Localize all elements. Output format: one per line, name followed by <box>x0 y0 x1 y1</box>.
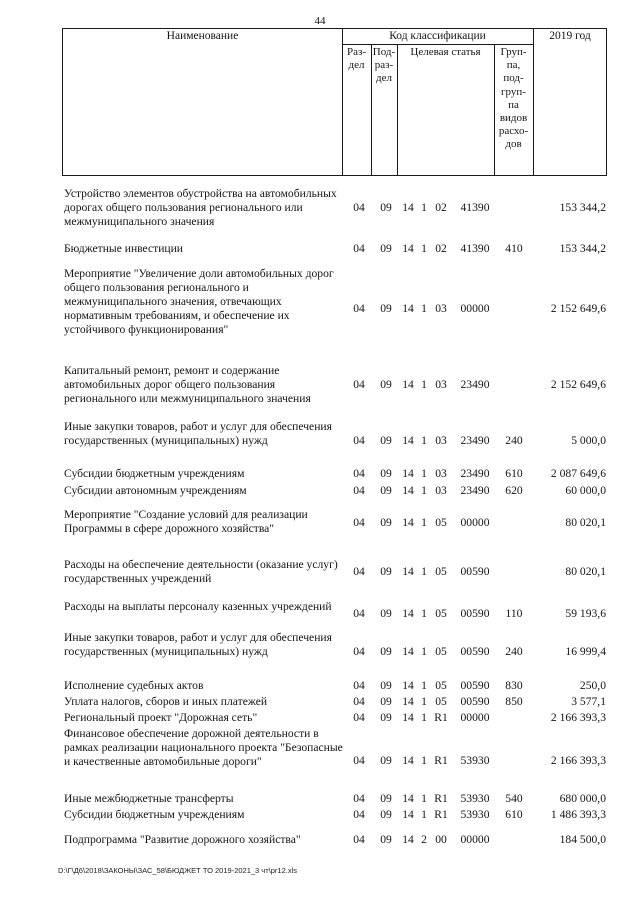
row-sum: 1 486 393,3 <box>550 808 606 821</box>
row-name: Капитальный ремонт, ремонт и содержание автомобильных дорог общего пользования регионального или межмуниципального значения <box>64 364 311 405</box>
row-subprogram: 1 <box>421 695 427 708</box>
row-program: 14 <box>402 711 414 724</box>
row-razdel: 04 <box>353 711 365 724</box>
header-gruppa: Груп- па, под- груп- па видов расхо- дов <box>498 46 529 151</box>
row-name: Устройство элементов обустройства на автомобильных дорогах общего пользования регионального или межмуниципального значения <box>64 187 337 228</box>
row-podrazdel: 09 <box>380 833 392 846</box>
row-vr: 540 <box>505 792 523 805</box>
row-sum: 2 087 649,6 <box>550 467 606 480</box>
row-name: Подпрограмма "Развитие дорожного хозяйства" <box>64 833 301 846</box>
row-podrazdel: 09 <box>380 607 392 620</box>
row-program: 14 <box>402 302 414 315</box>
row-razdel: 04 <box>353 201 365 214</box>
header-celevaya-statya: Целевая статья <box>410 46 481 58</box>
row-sum: 3 577,1 <box>571 695 606 708</box>
row-sum: 184 500,0 <box>559 833 606 846</box>
row-program: 14 <box>402 695 414 708</box>
row-program: 14 <box>402 201 414 214</box>
row-subprogram: 1 <box>421 484 427 497</box>
row-razdel: 04 <box>353 378 365 391</box>
row-subprogram: 1 <box>421 808 427 821</box>
row-sum: 680 000,0 <box>559 792 606 805</box>
row-program: 14 <box>402 565 414 578</box>
row-event: 05 <box>435 679 447 692</box>
row-program: 14 <box>402 378 414 391</box>
page-number: 44 <box>314 15 326 27</box>
row-event: 05 <box>435 645 447 658</box>
row-razdel: 04 <box>353 607 365 620</box>
row-podrazdel: 09 <box>380 695 392 708</box>
row-subprogram: 1 <box>421 645 427 658</box>
row-direction: 00590 <box>460 645 490 658</box>
row-subprogram: 1 <box>421 565 427 578</box>
row-name: Субсидии бюджетным учреждениям <box>64 467 245 480</box>
row-sum: 5 000,0 <box>571 434 606 447</box>
row-razdel: 04 <box>353 808 365 821</box>
row-program: 14 <box>402 645 414 658</box>
row-podrazdel: 09 <box>380 645 392 658</box>
row-sum: 250,0 <box>579 679 606 692</box>
row-program: 14 <box>402 607 414 620</box>
row-razdel: 04 <box>353 484 365 497</box>
row-sum: 153 344,2 <box>559 201 606 214</box>
row-razdel: 04 <box>353 645 365 658</box>
row-direction: 53930 <box>460 808 490 821</box>
row-name: Финансовое обеспечение дорожной деятельности в рамках реализации национального проекта "Безопасные и качественные автомобильные дороги" <box>64 727 343 768</box>
row-subprogram: 1 <box>421 711 427 724</box>
row-vr: 620 <box>505 484 523 497</box>
row-direction: 00590 <box>460 679 490 692</box>
row-direction: 23490 <box>460 378 490 391</box>
row-event: 05 <box>435 695 447 708</box>
row-direction: 41390 <box>460 201 490 214</box>
row-subprogram: 2 <box>421 833 427 846</box>
row-name: Иные межбюджетные трансферты <box>64 792 234 805</box>
row-razdel: 04 <box>353 434 365 447</box>
row-sum: 153 344,2 <box>559 242 606 255</box>
row-razdel: 04 <box>353 754 365 767</box>
row-event: 02 <box>435 201 447 214</box>
header-kod-klassifikacii: Код классификации <box>389 30 486 42</box>
row-event: 03 <box>435 467 447 480</box>
row-podrazdel: 09 <box>380 378 392 391</box>
row-razdel: 04 <box>353 302 365 315</box>
row-program: 14 <box>402 516 414 529</box>
row-subprogram: 1 <box>421 434 427 447</box>
row-direction: 23490 <box>460 434 490 447</box>
row-event: 03 <box>435 434 447 447</box>
row-direction: 00000 <box>460 302 490 315</box>
row-direction: 00000 <box>460 516 490 529</box>
row-program: 14 <box>402 467 414 480</box>
row-direction: 53930 <box>460 792 490 805</box>
row-podrazdel: 09 <box>380 484 392 497</box>
row-program: 14 <box>402 808 414 821</box>
row-podrazdel: 09 <box>380 679 392 692</box>
row-razdel: 04 <box>353 242 365 255</box>
row-direction: 23490 <box>460 467 490 480</box>
row-subprogram: 1 <box>421 607 427 620</box>
row-subprogram: 1 <box>421 792 427 805</box>
row-podrazdel: 09 <box>380 711 392 724</box>
row-subprogram: 1 <box>421 679 427 692</box>
row-subprogram: 1 <box>421 242 427 255</box>
row-name: Бюджетные инвестиции <box>64 242 184 255</box>
row-vr: 240 <box>505 645 523 658</box>
row-sum: 80 020,1 <box>565 565 606 578</box>
row-program: 14 <box>402 754 414 767</box>
row-vr: 410 <box>505 242 523 255</box>
row-vr: 610 <box>505 467 523 480</box>
row-vr: 850 <box>505 695 523 708</box>
row-name: Мероприятие "Создание условий для реализации Программы в сфере дорожного хозяйства" <box>64 508 308 535</box>
row-name: Мероприятие "Увеличение доли автомобильных дорог общего пользования регионального и межмуниципального значения, отвечающих нормативным требованиям, и обеспечение их устойчивого функционирования" <box>64 267 334 336</box>
row-direction: 00000 <box>460 833 490 846</box>
row-sum: 2 152 649,6 <box>550 302 606 315</box>
row-razdel: 04 <box>353 792 365 805</box>
row-razdel: 04 <box>353 516 365 529</box>
row-podrazdel: 09 <box>380 242 392 255</box>
row-sum: 2 166 393,3 <box>550 711 606 724</box>
row-sum: 2 152 649,6 <box>550 378 606 391</box>
row-direction: 00000 <box>460 711 490 724</box>
row-subprogram: 1 <box>421 754 427 767</box>
row-razdel: 04 <box>353 679 365 692</box>
row-name: Расходы на обеспечение деятельности (оказание услуг) государственных учреждений <box>64 558 338 585</box>
row-name: Субсидии автономным учреждениям <box>64 484 247 497</box>
row-sum: 2 166 393,3 <box>550 754 606 767</box>
header-naimenovanie: Наименование <box>166 30 239 42</box>
row-event: 05 <box>435 516 447 529</box>
row-program: 14 <box>402 679 414 692</box>
row-program: 14 <box>402 792 414 805</box>
row-sum: 16 999,4 <box>565 645 606 658</box>
row-podrazdel: 09 <box>380 808 392 821</box>
row-podrazdel: 09 <box>380 434 392 447</box>
row-subprogram: 1 <box>421 378 427 391</box>
row-event: R1 <box>434 792 448 805</box>
row-direction: 23490 <box>460 484 490 497</box>
row-sum: 80 020,1 <box>565 516 606 529</box>
row-name: Расходы на выплаты персоналу казенных учреждений <box>64 600 332 613</box>
row-event: 05 <box>435 607 447 620</box>
row-direction: 00590 <box>460 565 490 578</box>
header-podrazdel: Под- раз- дел <box>372 46 396 85</box>
row-name: Иные закупки товаров, работ и услуг для обеспечения государственных (муниципальных) нужд <box>64 420 332 447</box>
row-program: 14 <box>402 833 414 846</box>
row-sum: 60 000,0 <box>565 484 606 497</box>
row-subprogram: 1 <box>421 302 427 315</box>
row-direction: 41390 <box>460 242 490 255</box>
row-vr: 830 <box>505 679 523 692</box>
row-event: R1 <box>434 711 448 724</box>
row-event: R1 <box>434 808 448 821</box>
row-program: 14 <box>402 434 414 447</box>
row-event: 02 <box>435 242 447 255</box>
row-event: 05 <box>435 565 447 578</box>
row-name: Субсидии бюджетным учреждениям <box>64 808 245 821</box>
row-podrazdel: 09 <box>380 792 392 805</box>
row-razdel: 04 <box>353 467 365 480</box>
row-direction: 00590 <box>460 695 490 708</box>
row-razdel: 04 <box>353 833 365 846</box>
row-podrazdel: 09 <box>380 302 392 315</box>
row-podrazdel: 09 <box>380 516 392 529</box>
row-name: Исполнение судебных актов <box>64 679 204 692</box>
row-event: 03 <box>435 484 447 497</box>
row-name: Уплата налогов, сборов и иных платежей <box>64 695 268 708</box>
row-direction: 53930 <box>460 754 490 767</box>
row-event: R1 <box>434 754 448 767</box>
row-razdel: 04 <box>353 695 365 708</box>
file-path-footer: D:\Г\Д6\2018\ЗАКОНЫ\ЗАС_58\БЮДЖЕТ ТО 2019-2021_3 чт\pr12.xls <box>58 866 297 875</box>
row-program: 14 <box>402 484 414 497</box>
row-vr: 240 <box>505 434 523 447</box>
row-podrazdel: 09 <box>380 565 392 578</box>
row-name: Иные закупки товаров, работ и услуг для обеспечения государственных (муниципальных) нужд <box>64 631 332 658</box>
row-event: 00 <box>435 833 447 846</box>
header-razdel: Раз- дел <box>346 46 366 72</box>
row-subprogram: 1 <box>421 467 427 480</box>
row-razdel: 04 <box>353 565 365 578</box>
row-event: 03 <box>435 378 447 391</box>
row-subprogram: 1 <box>421 201 427 214</box>
header-year: 2019 год <box>549 30 591 42</box>
row-name: Региональный проект "Дорожная сеть" <box>64 711 258 724</box>
row-vr: 610 <box>505 808 523 821</box>
row-podrazdel: 09 <box>380 201 392 214</box>
row-vr: 110 <box>505 607 523 620</box>
row-event: 03 <box>435 302 447 315</box>
row-program: 14 <box>402 242 414 255</box>
row-direction: 00590 <box>460 607 490 620</box>
row-sum: 59 193,6 <box>565 607 606 620</box>
row-podrazdel: 09 <box>380 754 392 767</box>
row-podrazdel: 09 <box>380 467 392 480</box>
row-subprogram: 1 <box>421 516 427 529</box>
